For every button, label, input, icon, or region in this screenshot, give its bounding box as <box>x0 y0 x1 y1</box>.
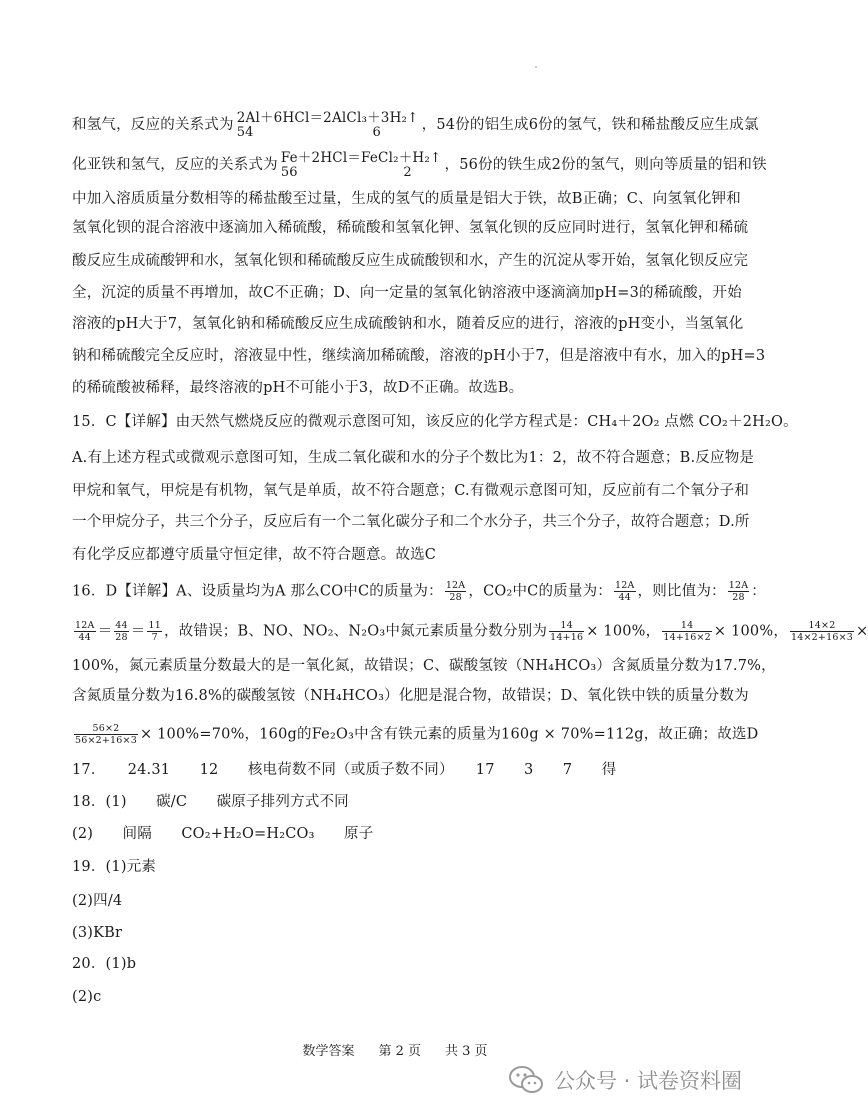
numerator: 14 <box>662 620 712 632</box>
answer-line: (2)四/4 <box>72 893 123 909</box>
text-span: 16．D【详解】A、设质量均为A 那么CO中C的质量为： <box>72 583 443 600</box>
text-line: 钠和稀硫酸完全反应时，溶液显中性，继续滴加稀硫酸，溶液的pH小于7，但是溶液中有水，加入的pH=3 <box>72 348 766 364</box>
denominator: 56×2+16×3 <box>75 735 137 746</box>
text-span: ＝ <box>130 623 146 640</box>
text-span: 和氢气，反应的关系式为 <box>72 117 234 133</box>
answer-line: (3)KBr <box>72 925 123 941</box>
text-span: ，CO₂中C的质量为： <box>468 583 612 600</box>
numerator: 12A <box>445 580 466 591</box>
text-line: 一个甲烷分子，共三个分子，反应后有一个二氧化碳分子和二个水分子，共三个分子，故符合题意；D.所 <box>72 514 750 530</box>
text-line: 甲烷和氧气，甲烷是有机物，氧气是单质，故不符合题意；C.有微观示意图可知，反应前有二个氧分子和 <box>72 483 750 499</box>
fraction <box>74 723 138 746</box>
fraction <box>790 620 854 643</box>
text-line: 含氮质量分数为16.8%的碳酸氢铵（NH₄HCO₃）化肥是混合物，故错误；D、氧化铁中铁的质量分数为 <box>72 688 749 704</box>
answer-line: (2)c <box>72 989 102 1005</box>
text-line <box>72 150 767 180</box>
fraction <box>549 620 584 643</box>
text-line <box>72 412 798 432</box>
text-span: ： <box>751 583 766 600</box>
answer-line: (2) 间隔 CO₂+H₂O=H₂CO₃ 原子 <box>72 826 374 842</box>
footer-subject: 数学答案 <box>302 1044 355 1059</box>
numerator: 11 <box>148 620 161 631</box>
text-span: ，则比值为： <box>637 583 726 600</box>
text-span: × 100%=70%，160g的Fe₂O₃中含有铁元素的质量为160g × 70%=112g，故正确；故选D <box>139 726 759 743</box>
answer-line: 19．(1)元素 <box>72 859 157 875</box>
numerator: 12A <box>614 580 635 591</box>
wechat-icon <box>508 1065 544 1095</box>
numerator: 12A <box>728 580 749 591</box>
denominator: 28 <box>732 592 745 603</box>
numerator: 56×2 <box>74 723 138 735</box>
text-line: 有化学反应都遵守质量守恒定律，故不符合题意。故选C <box>72 547 437 563</box>
watermark-text: 公众号 · 试卷资料圈 <box>554 1069 743 1093</box>
text-span: ，故错误；B、NO、NO₂、N₂O₃中氮元素质量分数分别为 <box>163 623 548 640</box>
text-span: × 100%， <box>713 623 789 640</box>
text-span: ，56份的铁生成2份的氢气，则向等质量的铝和铁 <box>444 157 767 173</box>
footer-page-number: 第 2 页 <box>378 1044 421 1059</box>
text-line: 酸反应生成硫酸钾和水，氢氧化钡和稀硫酸反应生成硫酸钡和水，产生的沉淀从零开始，氢氧化钡反应完 <box>72 253 749 269</box>
equation-text: 2Al＋6HCl＝2AlCl₃＋3H₂↑ <box>236 110 419 126</box>
text-line: 溶液的pH大于7，氢氧化钠和稀硫酸反应生成硫酸钠和水，随着反应的进行，溶液的pH变小，当氢氧化 <box>72 316 744 332</box>
denominator: 44 <box>618 592 631 603</box>
equation: CH₄＋2O₂ 点燃 CO₂＋2H₂O <box>587 414 784 430</box>
text-line <box>72 723 759 746</box>
denominator: 14+16 <box>550 632 584 643</box>
text-span: × 100%， <box>586 623 661 640</box>
answer-line: 20．(1)b <box>72 956 137 972</box>
text-line <box>72 580 766 603</box>
answer-line: 17． 24.31 12 核电荷数不同（或质子数不同） 17 3 7 得 <box>72 762 617 778</box>
text-span: 化亚铁和氢气，反应的关系式为 <box>72 157 278 173</box>
denominator: 44 <box>78 632 92 643</box>
text-span: 15．C【详解】由天然气燃烧反应的微观示意图可知，该反应的化学方程式是： <box>72 414 588 430</box>
denominator: 7 <box>151 632 158 643</box>
denominator: 14×2+16×3 <box>791 632 853 643</box>
numerator: 14×2 <box>790 620 854 632</box>
text-line: A.有上述方程式或微观示意图可知，生成二氧化碳和水的分子个数比为1：2，故不符合题意；B.反应物是 <box>72 450 755 466</box>
text-line: 氢氧化钡的混合溶液中逐滴加入稀硫酸，稀硫酸和氢氧化钾、氢氧化钡的反应同时进行，氢氧化钾和稀硫 <box>72 220 749 236</box>
text-span: × <box>855 623 868 640</box>
denominator: 14+16×2 <box>663 632 711 643</box>
fraction <box>147 620 162 643</box>
text-line <box>72 110 759 140</box>
numerator: 44 <box>115 620 128 631</box>
equation-mass: 54 6 <box>236 125 381 140</box>
text-span: ＝ <box>97 623 113 640</box>
footer-total-pages: 共 3 页 <box>445 1044 488 1059</box>
watermark <box>508 1060 778 1100</box>
fraction <box>662 620 712 643</box>
text-line: 100%，氮元素质量分数最大的是一氧化氮，故错误；C、碳酸氢铵（NH₄HCO₃）含氮质量分数为17.7%， <box>72 658 776 674</box>
fraction <box>74 620 96 643</box>
equation-text: Fe＋2HCl＝FeCl₂＋H₂↑ <box>280 150 442 166</box>
answer-line: 18．(1) 碳/C 碳原子排列方式不同 <box>72 794 349 810</box>
speck <box>535 66 537 68</box>
denominator: 28 <box>115 632 128 643</box>
fraction <box>114 620 129 643</box>
text-line: 全，沉淀的质量不再增加，故C不正确；D、向一定量的氢氧化钠溶液中逐滴滴加pH=3的稀硫酸，开始 <box>72 285 742 301</box>
text-line: 的稀硫酸被稀释，最终溶液的pH不可能小于3，故D不正确。故选B。 <box>72 380 524 396</box>
page-footer <box>0 1040 790 1059</box>
fraction <box>728 580 750 603</box>
text-span: ，54份的铝生成6份的氢气，铁和稀盐酸反应生成氯 <box>421 117 759 133</box>
numerator: 14 <box>549 620 584 632</box>
equation <box>281 150 442 180</box>
equation-mass: 56 2 <box>280 165 412 180</box>
fraction <box>445 580 467 603</box>
fraction <box>614 580 636 603</box>
text-line: 中加入溶质质量分数相等的稀盐酸至过量，生成的氢气的质量是铝大于铁，故B正确；C、向氢氧化钾和 <box>72 191 741 207</box>
numerator: 12A <box>75 620 95 631</box>
equation <box>237 110 419 140</box>
denominator: 28 <box>449 592 462 603</box>
text-span: 。 <box>783 414 798 430</box>
